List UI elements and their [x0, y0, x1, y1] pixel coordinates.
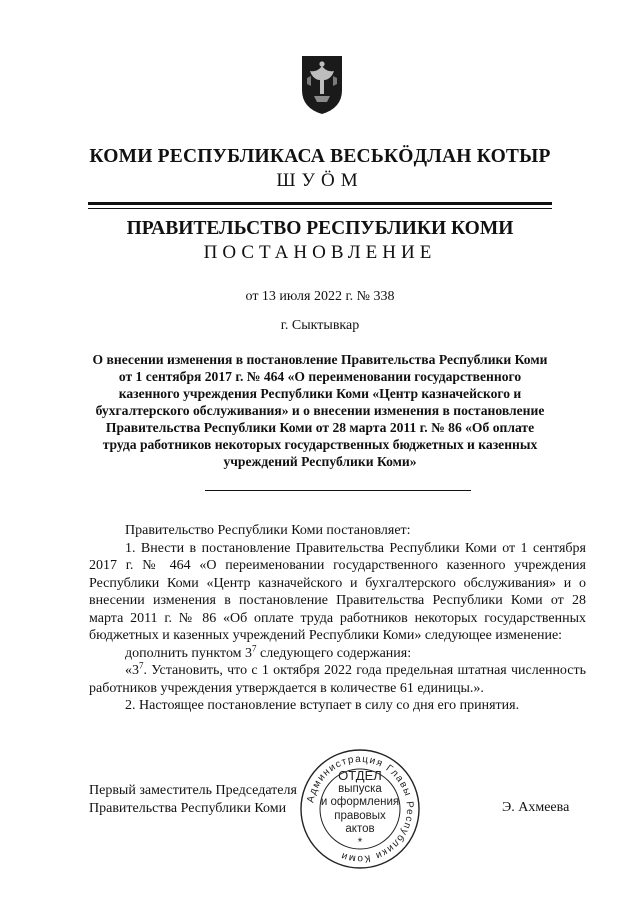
signatory-position-line-1: Первый заместитель Председателя	[89, 783, 297, 798]
item-2-paragraph: 2. Настоящее постановление вступает в силу со дня его принятия.	[125, 698, 520, 713]
item-1-paragraph: 1. Внести в постановление Правительства Республики Коми от 1 сентября 2017 г. № 464 «О переименовании государственного казенного учреждения Республики Коми «Центр казначейского и бухгалтерского обслуживания» и о внесении изменения в постановление Правительства Республики Коми от 28 марта 2011 г. № 86 «Об оплате труда работников некоторых государственных бюджетных и казенных учреждений Республики Коми» следующее изменение:	[89, 540, 586, 643]
intro-paragraph: Правительство Республики Коми постановляет:	[125, 523, 411, 538]
title-underline	[205, 490, 471, 491]
document-city: г. Сыктывкар	[280, 318, 360, 333]
government-title: ПРАВИТЕЛЬСТВО РЕСПУБЛИКИ КОМИ	[126, 218, 514, 239]
komi-coat-of-arms-icon	[299, 54, 345, 116]
quote-paragraph: «$3^7$. Установить, что с 1 октября 2022 года предельная штатная численность работников учреждения утверждается в количестве 61 единицы.».	[89, 660, 586, 696]
header-rule-thin	[88, 208, 552, 209]
komi-decree-label: ШУÖМ	[276, 170, 364, 191]
document-date-number: от 13 июля 2022 г. № 338	[245, 289, 395, 304]
komi-government-title: КОМИ РЕСПУБЛИКАСА ВЕСЬКÖДЛАН КОТЫР	[89, 146, 551, 167]
signatory-position-line-2: Правительства Республики Коми	[89, 801, 287, 816]
stamp-star: *	[357, 836, 363, 849]
signatory-name: Э. Ахмеева	[502, 800, 570, 815]
header-rule-thick	[88, 202, 552, 205]
stamp-ring-text: Администрация Главы Республики Коми	[305, 753, 416, 865]
superscript: 7	[252, 642, 257, 653]
document-body	[89, 522, 586, 715]
resolution-title: О внесении изменения в постановление Правительства Республики Коми от 1 сентября 2017 г. № 464 «О переименовании государственного казенного учреждения Республики Коми «Центр казначейского и бухгалтерского обслуживания» и о внесении изменения в постановление Правительства Республики Коми от 28 марта 2011 г. № 86 «Об оплате труда работников некоторых государственных бюджетных и казенных учреждений Республики Коми»	[92, 352, 548, 469]
superscript: 7	[139, 660, 144, 671]
document-type-label: ПОСТАНОВЛЕНИЕ	[203, 242, 437, 263]
stamp-center-text: ОТДЕЛ выпуска и оформления правовых актов *	[298, 769, 422, 850]
signatory-position	[89, 782, 297, 818]
supplement-paragraph: дополнить пунктом $3^7$ следующего содержания:	[125, 642, 412, 661]
